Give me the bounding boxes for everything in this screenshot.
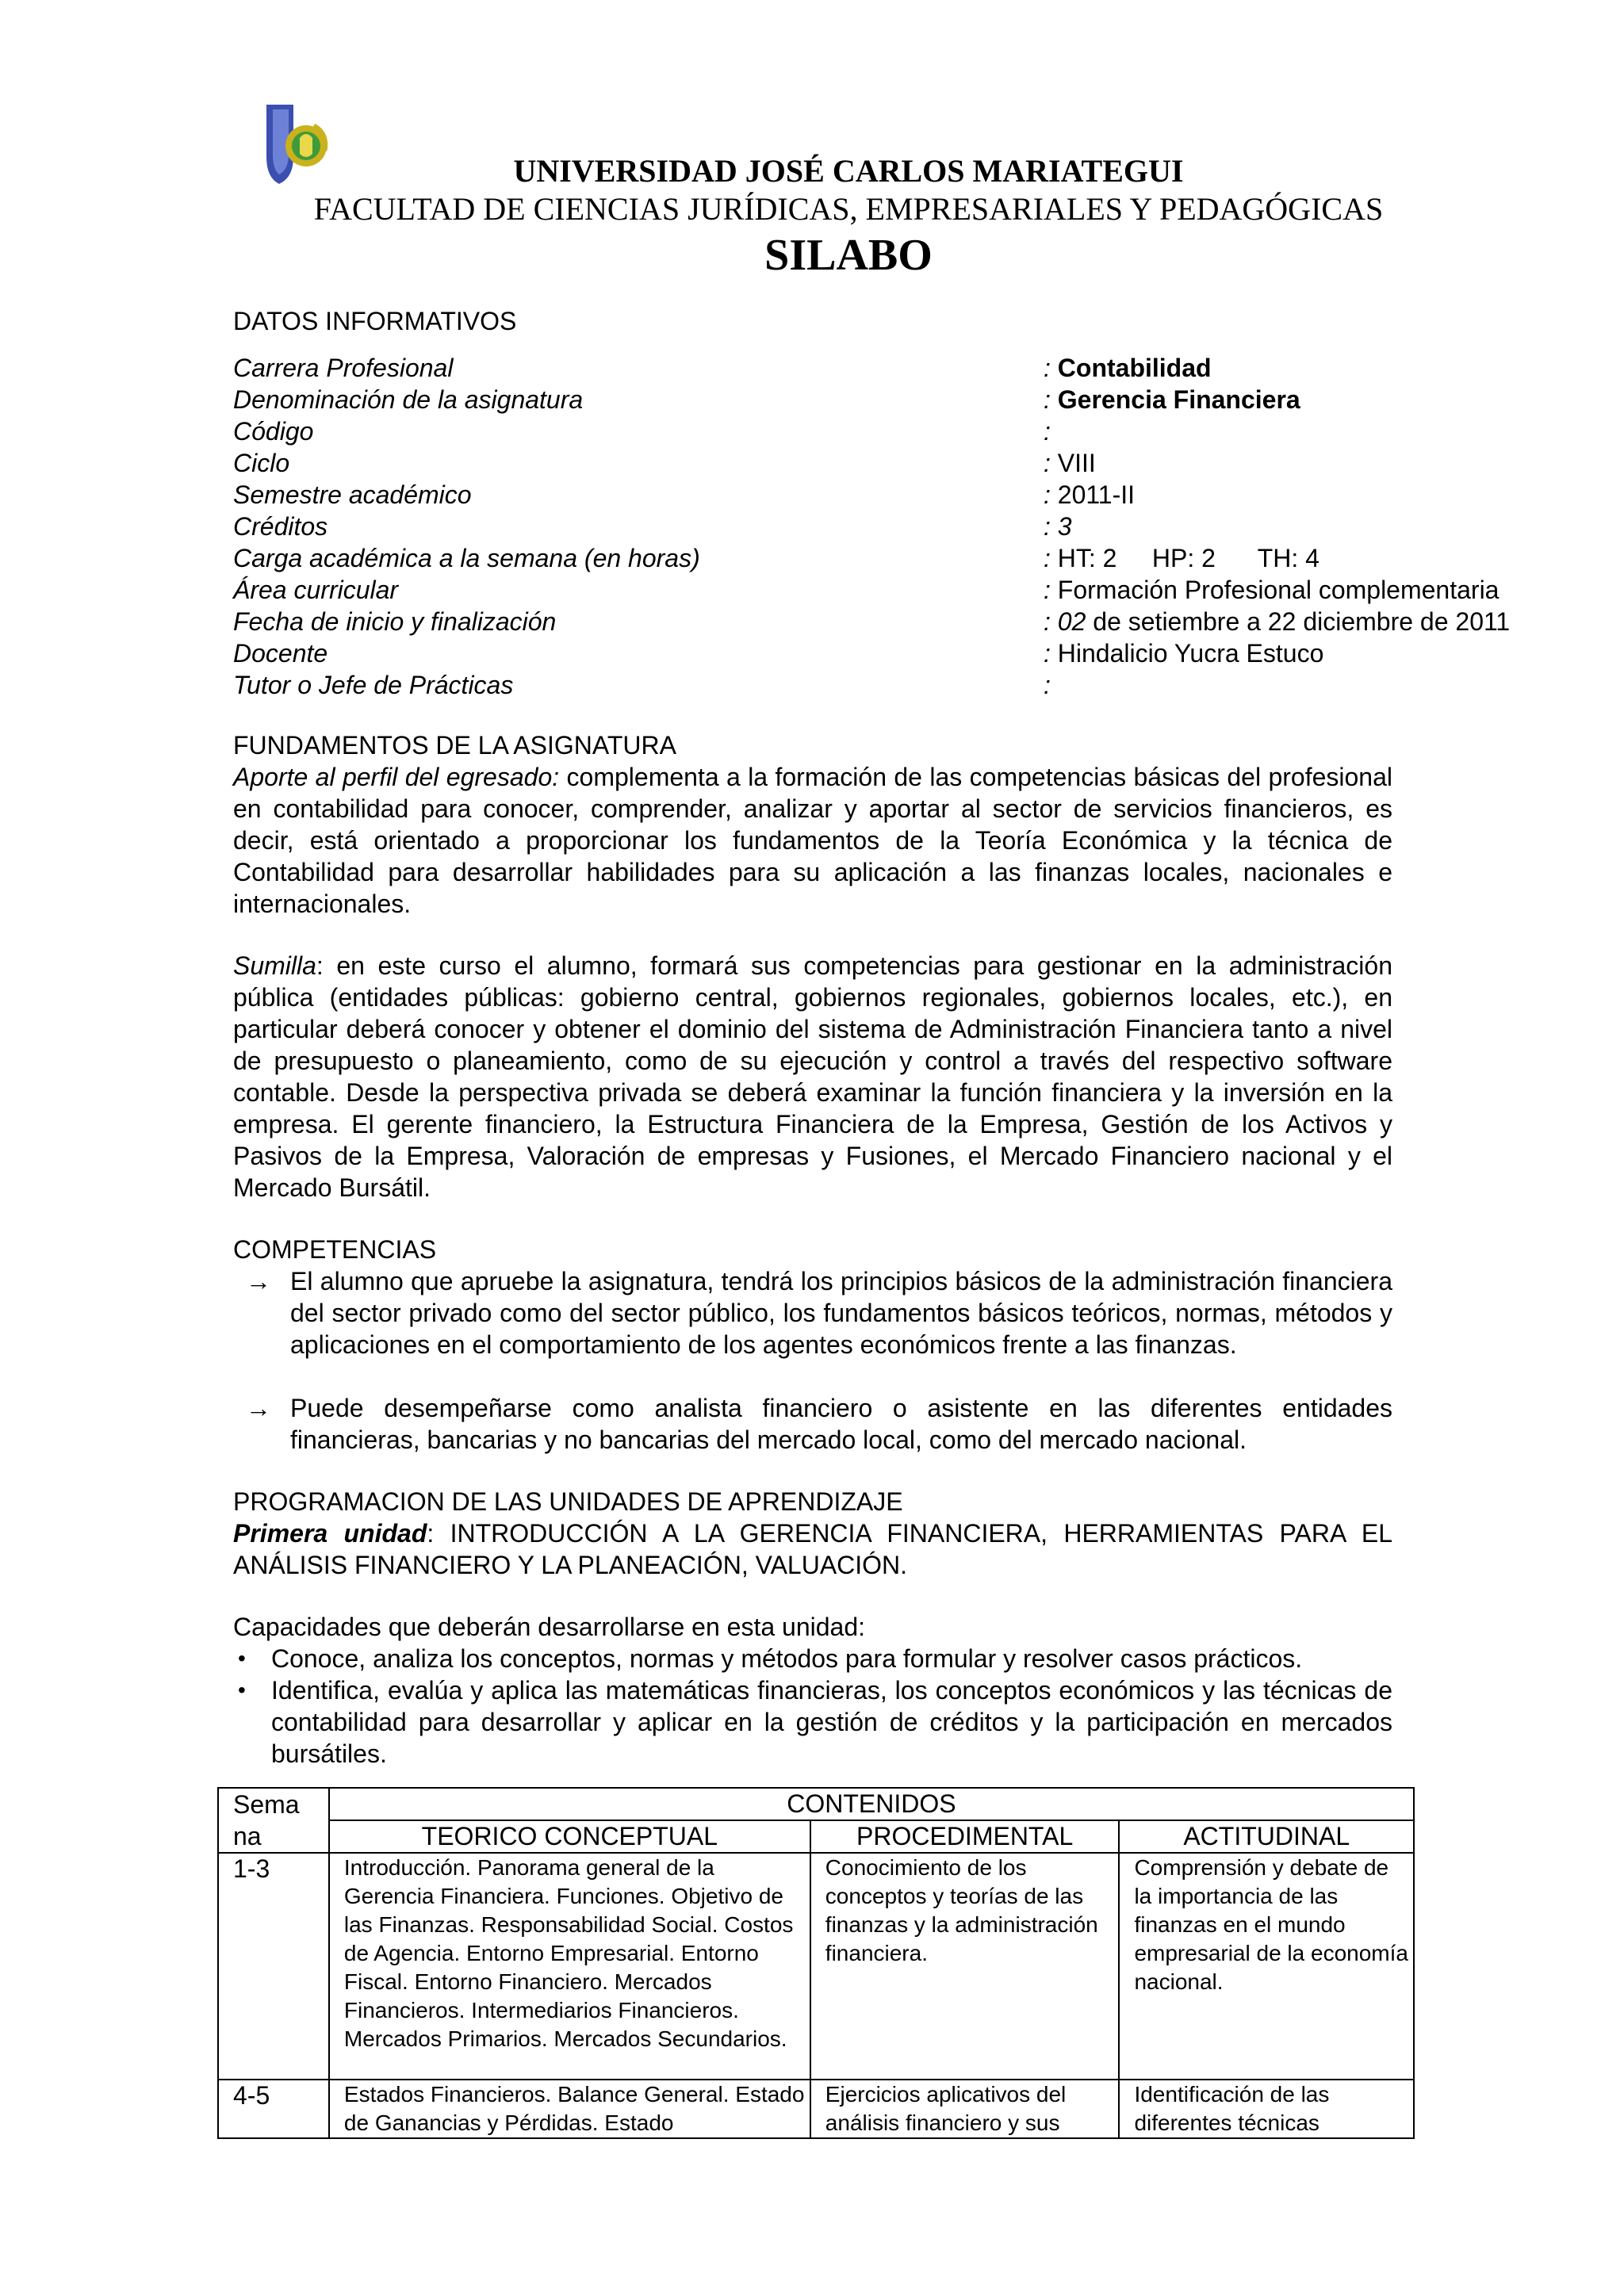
info-value: HT: 2 HP: 2 TH: 4	[1057, 544, 1320, 572]
info-row	[233, 606, 1511, 637]
fundamentos-heading: FUNDAMENTOS DE LA ASIGNATURA	[233, 731, 676, 760]
competencias-heading: COMPETENCIAS	[233, 1235, 437, 1264]
capacidad-item	[233, 1674, 1392, 1770]
info-colon: :	[1044, 607, 1051, 636]
aporte-label: Aporte al perfil del egresado:	[233, 763, 560, 791]
info-value: Hindalicio Yucra Estuco	[1057, 639, 1324, 668]
info-row	[233, 447, 1392, 479]
table-row	[218, 1853, 1414, 2080]
info-row	[233, 479, 1392, 511]
table-subheader-row	[218, 1820, 1414, 1853]
table-row	[218, 2080, 1414, 2138]
procedimental-header: PROCEDIMENTAL	[810, 1820, 1120, 1853]
info-colon: :	[1044, 576, 1051, 604]
info-label: Tutor o Jefe de Prácticas	[233, 671, 514, 699]
info-value: Formación Profesional complementaria	[1057, 576, 1500, 604]
actitudinal-cell: Comprensión y debate de la importancia de las finanzas en el mundo empresarial de la economía nacional.	[1119, 1853, 1414, 2080]
university-name: UNIVERSIDAD JOSÉ CARLOS MARIATEGUI	[513, 153, 1184, 189]
competencia-item	[233, 1265, 1392, 1360]
faculty-name: FACULTAD DE CIENCIAS JURÍDICAS, EMPRESARIALES Y PEDAGÓGICAS	[313, 191, 1384, 227]
competencia-item	[233, 1392, 1392, 1456]
actitudinal-header: ACTITUDINAL	[1119, 1820, 1414, 1853]
info-row	[233, 637, 1392, 669]
document-title: SILABO	[764, 231, 933, 280]
table-header-row	[218, 1788, 1414, 1820]
info-label: Créditos	[233, 512, 328, 541]
info-colon: :	[1044, 449, 1051, 477]
semana-cell: 4-5	[218, 2080, 329, 2138]
unit-title	[233, 1517, 1392, 1581]
actitudinal-cell: Identificación de las diferentes técnicas	[1119, 2080, 1414, 2138]
info-label: Fecha de inicio y finalización	[233, 607, 557, 636]
info-row	[233, 511, 1392, 542]
info-value: VIII	[1057, 449, 1096, 477]
sumilla-label: Sumilla	[233, 951, 316, 980]
info-colon: :	[1044, 671, 1051, 699]
procedimental-cell: Conocimiento de los conceptos y teorías de las finanzas y la administración financiera.	[810, 1853, 1120, 2080]
capacidad-text: Conoce, analiza los conceptos, normas y métodos para formular y resolver casos prácticos.	[271, 1644, 1303, 1673]
contenidos-header: CONTENIDOS	[329, 1788, 1414, 1820]
bullet-icon: •	[238, 1646, 246, 1670]
programacion-heading: PROGRAMACION DE LAS UNIDADES DE APRENDIZAJE	[233, 1487, 903, 1516]
info-colon: :	[1044, 354, 1051, 382]
info-colon: :	[1044, 512, 1051, 541]
bullet-icon: •	[238, 1678, 246, 1702]
teorico-cell: Introducción. Panorama general de la Gerencia Financiera. Funciones. Objetivo de las Finanzas. Responsabilidad Social. Costos de Agencia. Entorno Empresarial. Entorno Fiscal. Entorno Financiero. Mercados Financieros. Intermediarios Financieros. Mercados Primarios. Mercados Secundarios.	[329, 1853, 810, 2080]
info-label: Carga académica a la semana (en horas)	[233, 544, 700, 572]
info-value: Gerencia Financiera	[1057, 385, 1300, 414]
capacidad-text: Identifica, evalúa y aplica las matemáticas financieras, los conceptos económicos y las técnicas de contabilidad para desarrollar y aplicar en la gestión de créditos y la participación en mercados bursátiles.	[271, 1676, 1392, 1768]
info-label: Docente	[233, 639, 328, 668]
info-row	[233, 384, 1392, 415]
semana-cell: 1-3	[218, 1853, 329, 2080]
sumilla-paragraph	[233, 950, 1392, 1203]
info-row	[233, 352, 1392, 384]
unit-label: Primera unidad	[233, 1519, 427, 1548]
info-label: Semestre académico	[233, 480, 472, 509]
semana-header: Sema na	[218, 1788, 329, 1853]
aporte-text: complementa a la formación de las competencias básicas del profesional en contabilidad para conocer, comprender, analizar y aportar al sector de servicios financieros, es decir, está orientado a proporcionar los fundamentos de la Teoría Económica y la técnica de Contabilidad para desarrollar habilidades para su aplicación a las finanzas locales, nacionales e internacionales.	[233, 763, 1393, 918]
competencia-text: El alumno que apruebe la asignatura, tendrá los principios básicos de la administración financiera del sector privado como del sector público, los fundamentos básicos teóricos, normas, métodos y aplicaciones en el comportamiento de los agentes económicos frente a las finanzas.	[290, 1267, 1392, 1359]
info-colon: :	[1044, 385, 1051, 414]
sumilla-text: : en este curso el alumno, formará sus competencias para gestionar en la administración pública (entidades públicas: gobierno central, gobiernos regionales, gobiernos locales, etc.), en particular deberá conocer y obtener el dominio del sistema de Administración Financiera tanto a nivel de presupuesto o planeamiento, como de su ejecución y control a través del respectivo software contable. Desde la perspectiva privada se deberá examinar la función financiera y la inversión en la empresa. El gerente financiero, la Estructura Financiera de la Empresa, Gestión de los Activos y Pasivos de la Empresa, Valoración de empresas y Fusiones, el Mercado Financiero nacional y el Mercado Bursátil.	[233, 951, 1392, 1202]
info-label: Ciclo	[233, 449, 290, 477]
arrow-right-icon: →	[246, 1267, 271, 1295]
datos-informativos-heading: DATOS INFORMATIVOS	[233, 307, 517, 335]
info-row	[233, 415, 1392, 447]
info-value: Contabilidad	[1057, 354, 1212, 382]
info-colon: :	[1044, 480, 1051, 509]
teorico-cell: Estados Financieros. Balance General. Estado de Ganancias y Pérdidas. Estado	[329, 2080, 810, 2138]
info-label: Área curricular	[233, 576, 399, 604]
procedimental-cell: Ejercicios aplicativos del análisis financiero y sus	[810, 2080, 1120, 2138]
info-colon: :	[1044, 417, 1051, 446]
arrow-right-icon: →	[246, 1394, 271, 1422]
info-value: de setiembre a 22 diciembre de 2011	[1093, 607, 1511, 636]
aporte-paragraph	[233, 761, 1392, 920]
info-colon: :	[1044, 639, 1051, 668]
contenidos-table	[217, 1787, 1415, 2139]
unit-text: : INTRODUCCIÓN A LA GERENCIA FINANCIERA, HERRAMIENTAS PARA EL ANÁLISIS FINANCIERO Y LA PLANEACIÓN, VALUACIÓN.	[233, 1519, 1393, 1579]
info-value: 3	[1057, 512, 1072, 541]
info-value: 2011-II	[1057, 480, 1136, 509]
capacidad-item	[233, 1643, 1392, 1674]
info-label: Código	[233, 417, 314, 446]
info-label: Denominación de la asignatura	[233, 385, 584, 414]
teorico-header: TEORICO CONCEPTUAL	[329, 1820, 810, 1853]
capacidades-intro: Capacidades que deberán desarrollarse en esta unidad:	[233, 1613, 865, 1641]
info-value-prefix: 02	[1057, 607, 1086, 636]
info-row	[233, 669, 1392, 701]
info-row	[233, 574, 1500, 606]
info-row	[233, 542, 1392, 574]
competencia-text: Puede desempeñarse como analista financiero o asistente en las diferentes entidades financieras, bancarias y no bancarias del mercado local, como del mercado nacional.	[290, 1394, 1392, 1454]
info-label: Carrera Profesional	[233, 354, 454, 382]
info-colon: :	[1044, 544, 1051, 572]
